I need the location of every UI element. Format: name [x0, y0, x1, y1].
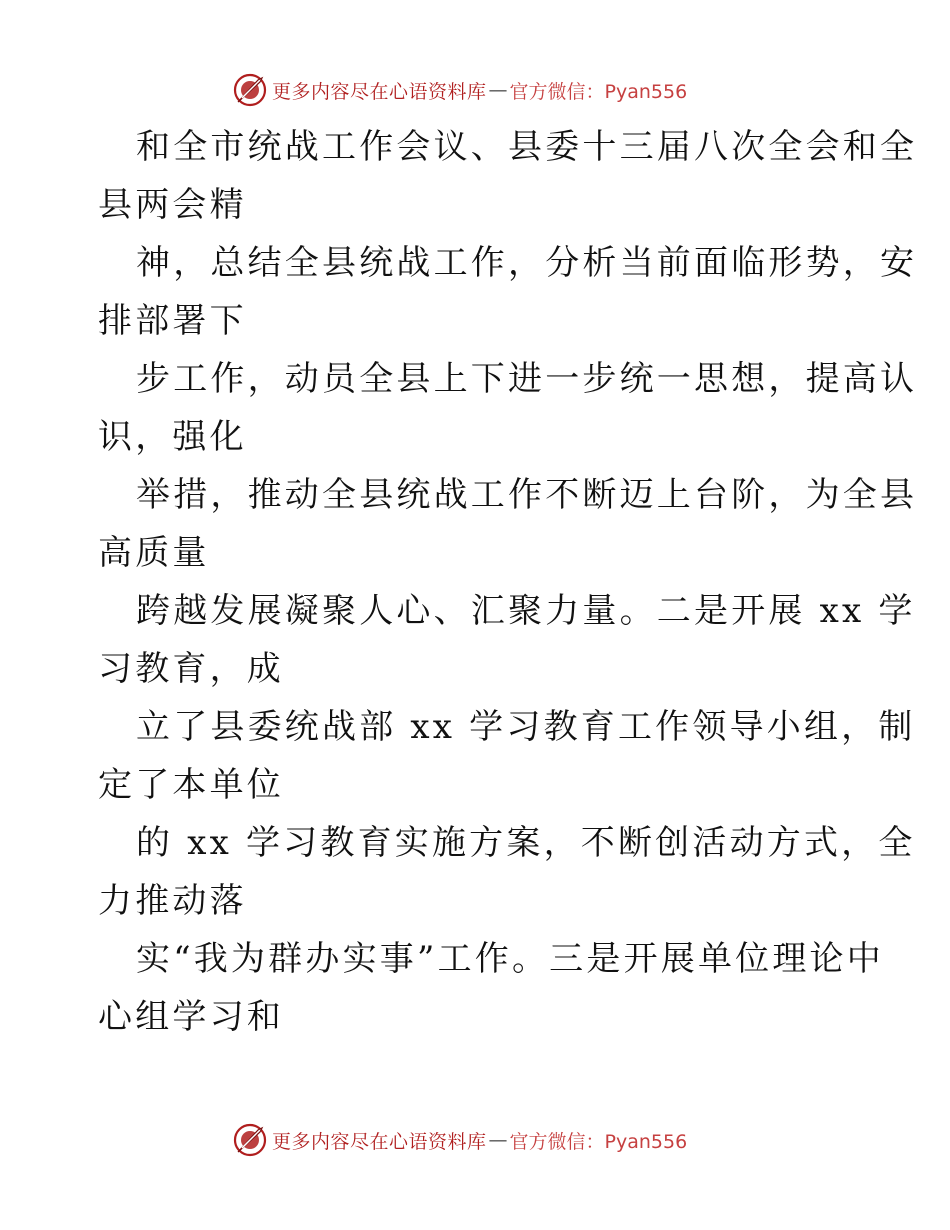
feather-pen-logo-icon: [232, 72, 268, 108]
body-line: 高质量: [98, 533, 210, 573]
body-line: 神，总结全县统战工作，分析当前面临形势，安: [136, 243, 918, 283]
header-promo-text: 更多内容尽在心语资料库: [272, 80, 487, 103]
body-line: 习教育，成: [98, 649, 284, 689]
body-line: 和全市统战工作会议、县委十三届八次全会和全: [136, 127, 918, 167]
header-banner: [232, 70, 752, 110]
body-line: 立了县委统战部 xx 学习教育工作领导小组，制: [136, 707, 916, 747]
body-line: 举措，推动全县统战工作不断迈上台阶，为全县: [136, 475, 918, 515]
footer-separator: —: [488, 1129, 508, 1151]
header-contact: 官方微信：Pyan556: [509, 80, 688, 103]
body-line: 力推动落: [98, 881, 247, 921]
body-line: 跨越发展凝聚人心、汇聚力量。二是开展 xx 学: [136, 591, 916, 631]
body-line: 步工作，动员全县上下进一步统一思想，提高认: [136, 359, 918, 399]
header-separator: —: [488, 79, 508, 101]
document-body: [98, 118, 918, 1046]
body-line: 定了本单位: [98, 765, 284, 805]
body-line: 的 xx 学习教育实施方案，不断创活动方式，全: [136, 823, 916, 863]
body-line: 排部署下: [98, 301, 247, 341]
body-line: 县两会精: [98, 185, 247, 225]
body-line: 实“我为群办实事”工作。三是开展单位理论中: [136, 939, 884, 979]
footer-banner: [232, 1120, 752, 1160]
footer-promo-text: 更多内容尽在心语资料库: [272, 1130, 487, 1153]
body-line: 识，强化: [98, 417, 247, 457]
body-line: 心组学习和: [98, 997, 284, 1037]
feather-pen-logo-icon: [232, 1122, 268, 1158]
footer-contact: 官方微信：Pyan556: [509, 1130, 688, 1153]
